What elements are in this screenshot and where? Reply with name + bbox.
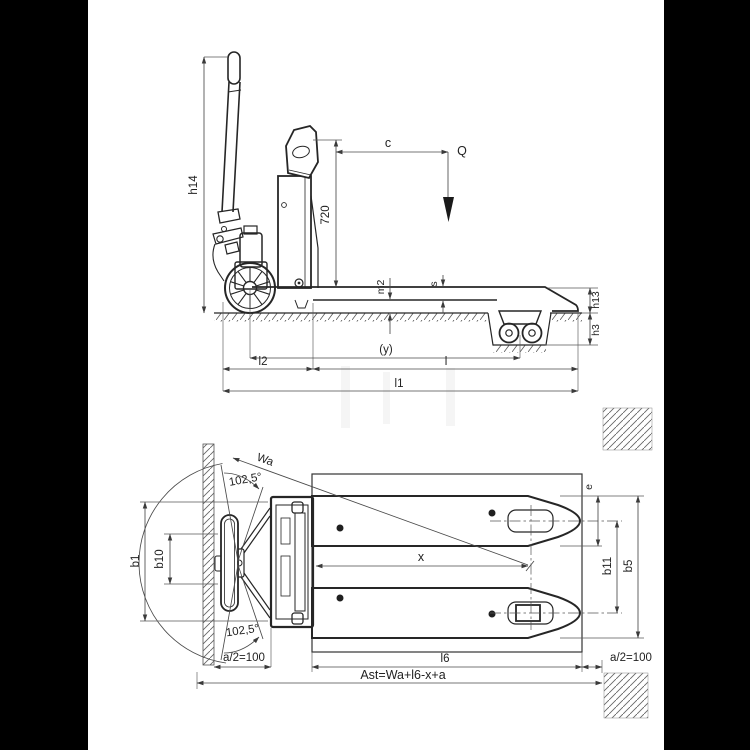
dim-label-q: Q — [457, 144, 467, 158]
dim-label-l2: l2 — [258, 356, 268, 368]
steer-wheel-top-view — [221, 515, 238, 611]
dim-label-h14: h14 — [188, 175, 200, 195]
dim-label-x: x — [417, 550, 425, 564]
dim-label-e: e — [583, 484, 595, 490]
dim-label-l6: l6 — [440, 653, 450, 665]
dim-label-wa: Wa — [255, 451, 275, 469]
angle-label-bottom: 102,5° — [225, 622, 260, 640]
dim-label-b5: b5 — [623, 559, 635, 573]
dim-label-y: (y) — [379, 344, 393, 356]
wall-block-top-right — [603, 408, 652, 450]
dim-label-h13: h13 — [590, 291, 602, 309]
angle-label-top: 102,5° — [227, 471, 263, 489]
dim-label-ast-formula: Ast=Wa+l6-x+a — [360, 668, 446, 682]
dim-label-l: l — [444, 356, 448, 368]
dim-label-a-half-right: a/2=100 — [610, 652, 652, 664]
wall-block-bottom-right — [604, 673, 648, 718]
dim-label-m2: m2 — [375, 279, 387, 295]
dim-label-s: s — [428, 281, 440, 287]
dim-label-l1: l1 — [394, 378, 404, 390]
dim-label-b10: b10 — [154, 549, 166, 569]
wall-hatch-left — [203, 444, 214, 665]
dim-label-720: 720 — [320, 205, 332, 225]
dim-label-h3: h3 — [590, 324, 602, 336]
dim-label-a-half-left: a/2=100 — [223, 652, 265, 664]
dim-label-b1: b1 — [130, 554, 142, 568]
dim-label-b11: b11 — [602, 556, 614, 576]
dim-label-c: c — [384, 136, 392, 150]
